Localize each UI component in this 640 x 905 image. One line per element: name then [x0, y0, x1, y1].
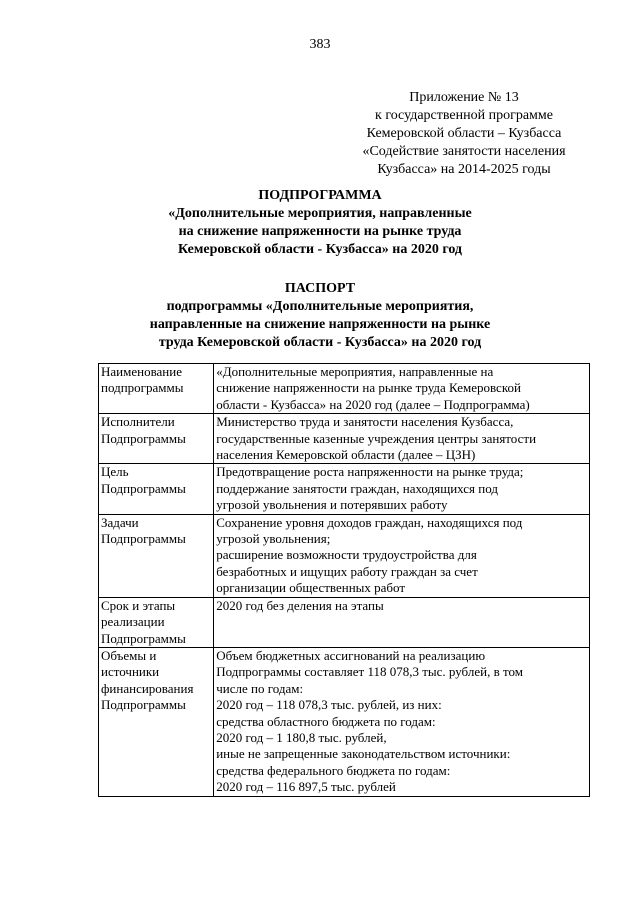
label-line: финансирования — [101, 680, 194, 696]
appendix-line: Приложение № 13 — [409, 90, 519, 105]
row-label — [99, 647, 214, 796]
passport-line: подпрограммы «Дополнительные мероприятия, — [166, 299, 474, 314]
table-row — [99, 464, 590, 514]
appendix-line: Кемеровской области – Кузбасса — [366, 126, 562, 141]
passport-table — [98, 363, 590, 797]
value-line: снижение напряженности на рынке труда Кемеровской — [216, 380, 521, 396]
appendix-line: Кузбасса» на 2014-2025 годы — [377, 162, 551, 177]
table-row — [99, 414, 590, 464]
value-line: области - Кузбасса» на 2020 год (далее – Подпрограмма) — [216, 396, 530, 412]
value-line: Министерство труда и занятости населения Кузбасса, — [216, 414, 514, 430]
row-value — [214, 597, 590, 647]
value-line: средства федерального бюджета по годам: — [216, 762, 451, 778]
row-label — [99, 414, 214, 464]
label-line: Подпрограммы — [101, 697, 186, 713]
value-line: организации общественных работ — [216, 580, 406, 596]
value-line: населения Кемеровской области (далее – ЦЗН) — [216, 447, 476, 463]
label-line: Задачи — [101, 514, 139, 530]
value-line: 2020 год без деления на этапы — [216, 597, 384, 613]
subprogram-line: «Дополнительные мероприятия, направленные — [168, 206, 472, 221]
value-line: поддержание занятости граждан, находящихся под — [216, 480, 498, 496]
value-line: 2020 год – 116 897,5 тыс. рублей — [216, 779, 396, 795]
label-line: Подпрограммы — [101, 430, 186, 446]
label-line: Подпрограммы — [101, 531, 186, 547]
value-line: 2020 год – 1 180,8 тыс. рублей, — [216, 729, 387, 745]
row-value — [214, 364, 590, 414]
passport-heading: ПАСПОРТ — [284, 281, 356, 296]
subprogram-line: Кемеровской области - Кузбасса» на 2020 год — [177, 242, 463, 257]
value-line: числе по годам: — [216, 680, 304, 696]
label-line: Подпрограммы — [101, 630, 186, 646]
label-line: Подпрограммы — [101, 480, 186, 496]
label-line: Исполнители — [101, 414, 175, 430]
appendix-block — [340, 89, 588, 179]
value-line: Подпрограммы составляет 118 078,3 тыс. рублей, в том — [216, 664, 523, 680]
value-line: безработных и ищущих работу граждан за счет — [216, 563, 478, 579]
table-row — [99, 514, 590, 597]
row-value — [214, 514, 590, 597]
subprogram-heading: ПОДПРОГРАММА — [258, 188, 382, 203]
table-row — [99, 364, 590, 414]
value-line: государственные казенные учреждения центры занятости — [216, 430, 537, 446]
page-number: 383 — [309, 37, 331, 52]
table-row — [99, 597, 590, 647]
row-value — [214, 647, 590, 796]
passport-line: направленные на снижение напряженности на рынке — [149, 317, 491, 332]
appendix-line: «Содействие занятости населения — [362, 144, 566, 159]
appendix-line: к государственной программе — [375, 108, 553, 123]
value-line: Предотвращение роста напряженности на рынке труда; — [216, 464, 524, 480]
label-line: Цель — [101, 464, 129, 480]
value-line: Объем бюджетных ассигнований на реализацию — [216, 647, 486, 663]
passport-line: труда Кемеровской области - Кузбасса» на 2020 год — [158, 335, 482, 350]
value-line: Сохранение уровня доходов граждан, находящихся под — [216, 514, 523, 530]
value-line: угрозой увольнения; — [216, 531, 331, 547]
passport-title — [0, 280, 640, 352]
row-value — [214, 414, 590, 464]
label-line: подпрограммы — [101, 380, 184, 396]
row-label — [99, 514, 214, 597]
label-line: источники — [101, 664, 160, 680]
label-line: реализации — [101, 614, 165, 630]
subprogram-line: на снижение напряженности на рынке труда — [178, 224, 462, 239]
subprogram-title — [0, 187, 640, 259]
row-label — [99, 364, 214, 414]
value-line: иные не запрещенные законодательством источники: — [216, 746, 511, 762]
value-line: расширение возможности трудоустройства для — [216, 547, 477, 563]
label-line: Наименование — [101, 364, 182, 379]
row-label — [99, 597, 214, 647]
value-line: «Дополнительные мероприятия, направленные на — [216, 364, 494, 379]
value-line: средства областного бюджета по годам: — [216, 713, 436, 729]
value-line: угрозой увольнения и потерявших работу — [216, 497, 448, 513]
row-label — [99, 464, 214, 514]
table-row — [99, 647, 590, 796]
label-line: Срок и этапы — [101, 597, 176, 613]
label-line: Объемы и — [101, 647, 157, 663]
row-value — [214, 464, 590, 514]
value-line: 2020 год – 118 078,3 тыс. рублей, из них: — [216, 697, 442, 713]
